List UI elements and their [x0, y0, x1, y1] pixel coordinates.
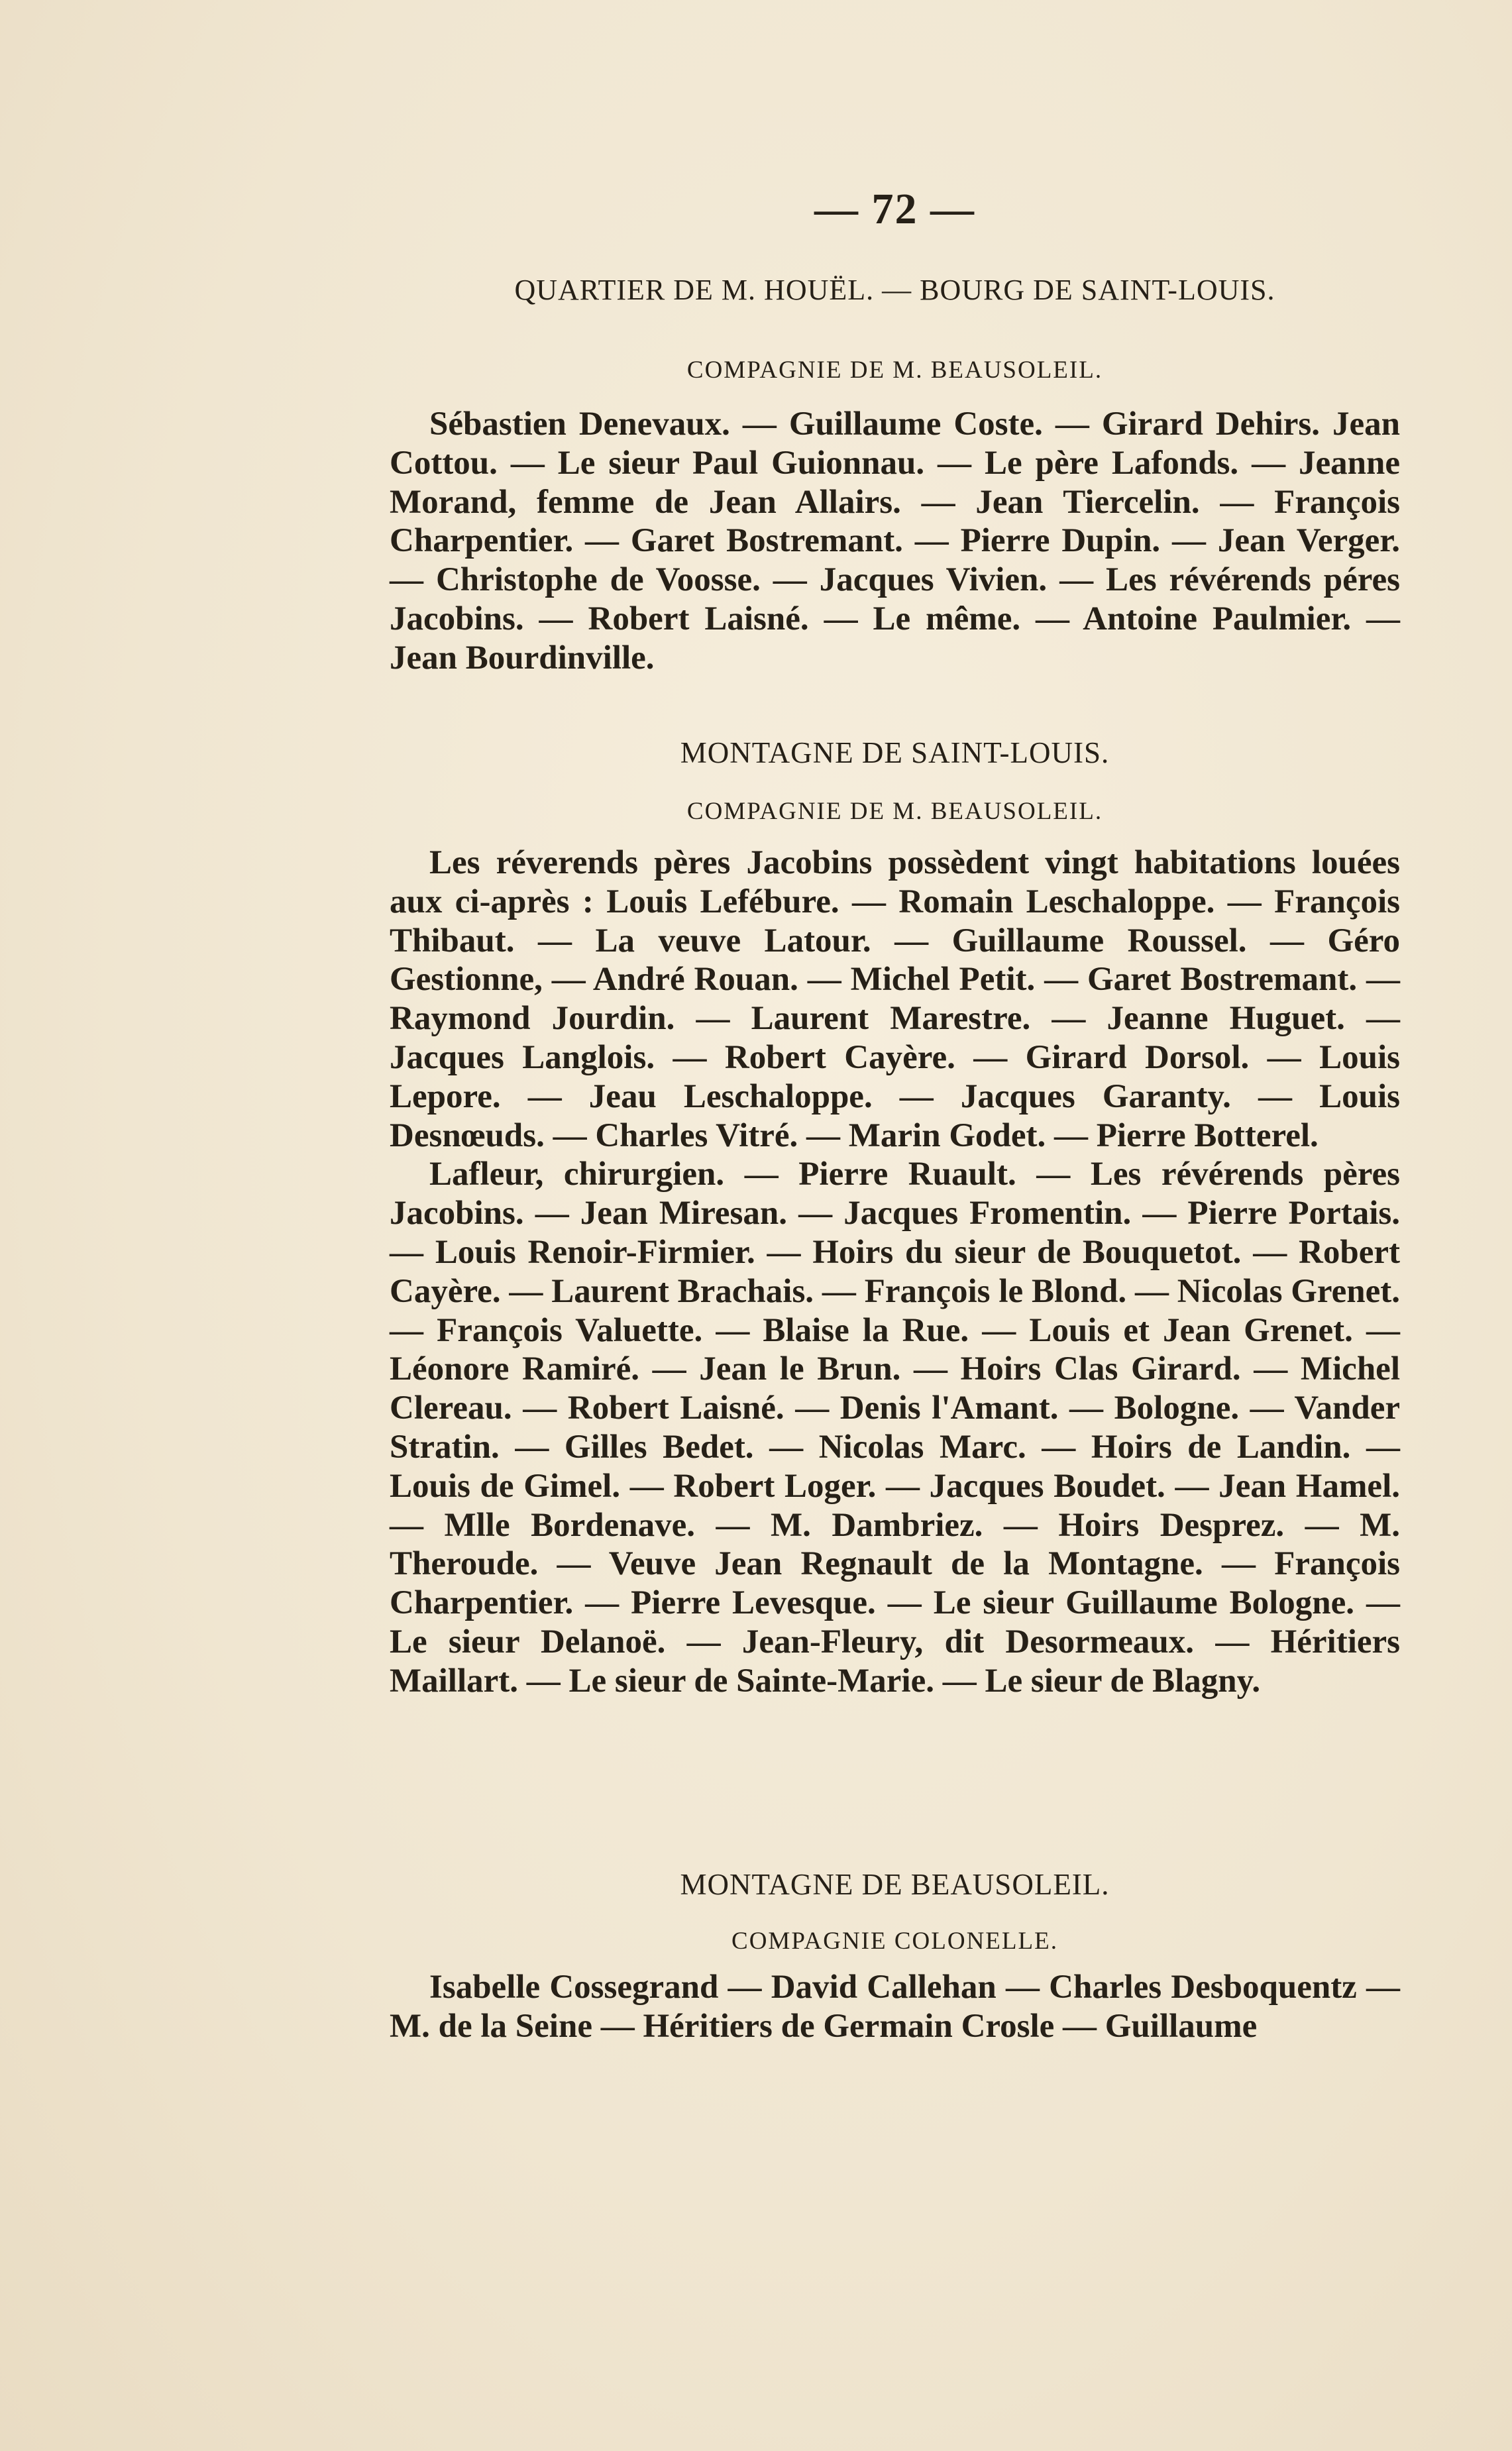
paragraph: Isabelle Cossegrand — David Callehan — Charles Desboquentz —M. de la Seine — Héritiers de Germain Crosle — Guillaume — [390, 1969, 1400, 2045]
section-heading: MONTAGNE DE SAINT-LOUIS. — [680, 736, 1110, 769]
company-heading: COMPAGNIE DE M. BEAUSOLEIL. — [686, 356, 1103, 384]
paragraph: Lafleur, chirurgien. — Pierre Ruault. — Les révérends pères Jacobins. — Jean Miresan. — Jacques Fromentin. — Pierre Portais. — Louis Renoir-Firmier. — Hoirs du sieur de Bouquetot. — Robert Cayère. — Laurent Brachais. — François le Blond. — Nicolas Grenet. — François Valuette. — Blaise la Rue. — Louis et Jean Grenet. — Léonore Ramiré. — Jean le Brun. — Hoirs Clas Girard. — Michel Clereau. — Robert Laisné. — Denis l'Amant. — Bologne. — Vander Stratin. — Gilles Bedet. — Nicolas Marc. — Hoirs de Landin. — Louis de Gimel. — Robert Loger. — Jacques Boudet. — Jean Hamel. — Mlle Bordenave. — M. Dambriez. — Hoirs Desprez. — M. Theroude. — Veuve Jean Regnault de la Montagne. — François Charpentier. — Pierre Levesque. — Le sieur Guillaume Bologne. — Le sieur Delanoë. — Jean-Fleury, dit Desormeaux. — Héritiers Maillart. — Le sieur de Sainte-Marie. — Le sieur de Blagny. — [390, 1156, 1400, 1700]
section-body — [390, 844, 1400, 1701]
page-number: — 72 — — [814, 185, 975, 233]
paragraph: Sébastien Denevaux. — Guillaume Coste. — Girard Dehirs. Jean Cottou. — Le sieur Paul Guionnau. — Le père Lafonds. — Jeanne Morand, femme de Jean Allairs. — Jean Tiercelin. — François Charpentier. — Garet Bostremant. — Pierre Dupin. — Jean Verger. — Christophe de Voosse. — Jacques Vivien. — Les révérends péres Jacobins. — Robert Laisné. — Le même. — Antoine Paulmier. — Jean Bourdinville. — [390, 406, 1400, 677]
company-heading: COMPAGNIE COLONELLE. — [731, 1928, 1058, 1955]
section-body — [390, 1968, 1400, 2046]
section-body — [390, 405, 1400, 678]
section-heading: QUARTIER DE M. HOUËL. — BOURG DE SAINT-LOUIS. — [514, 274, 1275, 306]
section-heading: MONTAGNE DE BEAUSOLEIL. — [680, 1868, 1110, 1901]
paragraph: Les réverends pères Jacobins possèdent vingt habitations louées aux ci-après : Louis Lefébure. — Romain Leschaloppe. — François Thibaut. — La veuve Latour. — Guillaume Roussel. — Géro Gestionne, — André Rouan. — Michel Petit. — Garet Bostremant. — Raymond Jourdin. — Laurent Marestre. — Jeanne Huguet. — Jacques Langlois. — Robert Cayère. — Girard Dorsol. — Louis Lepore. — Jeau Leschaloppe. — Jacques Garanty. — Louis Desnœuds. — Charles Vitré. — Marin Godet. — Pierre Botterel. — [390, 844, 1400, 1154]
company-heading: COMPAGNIE DE M. BEAUSOLEIL. — [686, 798, 1103, 825]
